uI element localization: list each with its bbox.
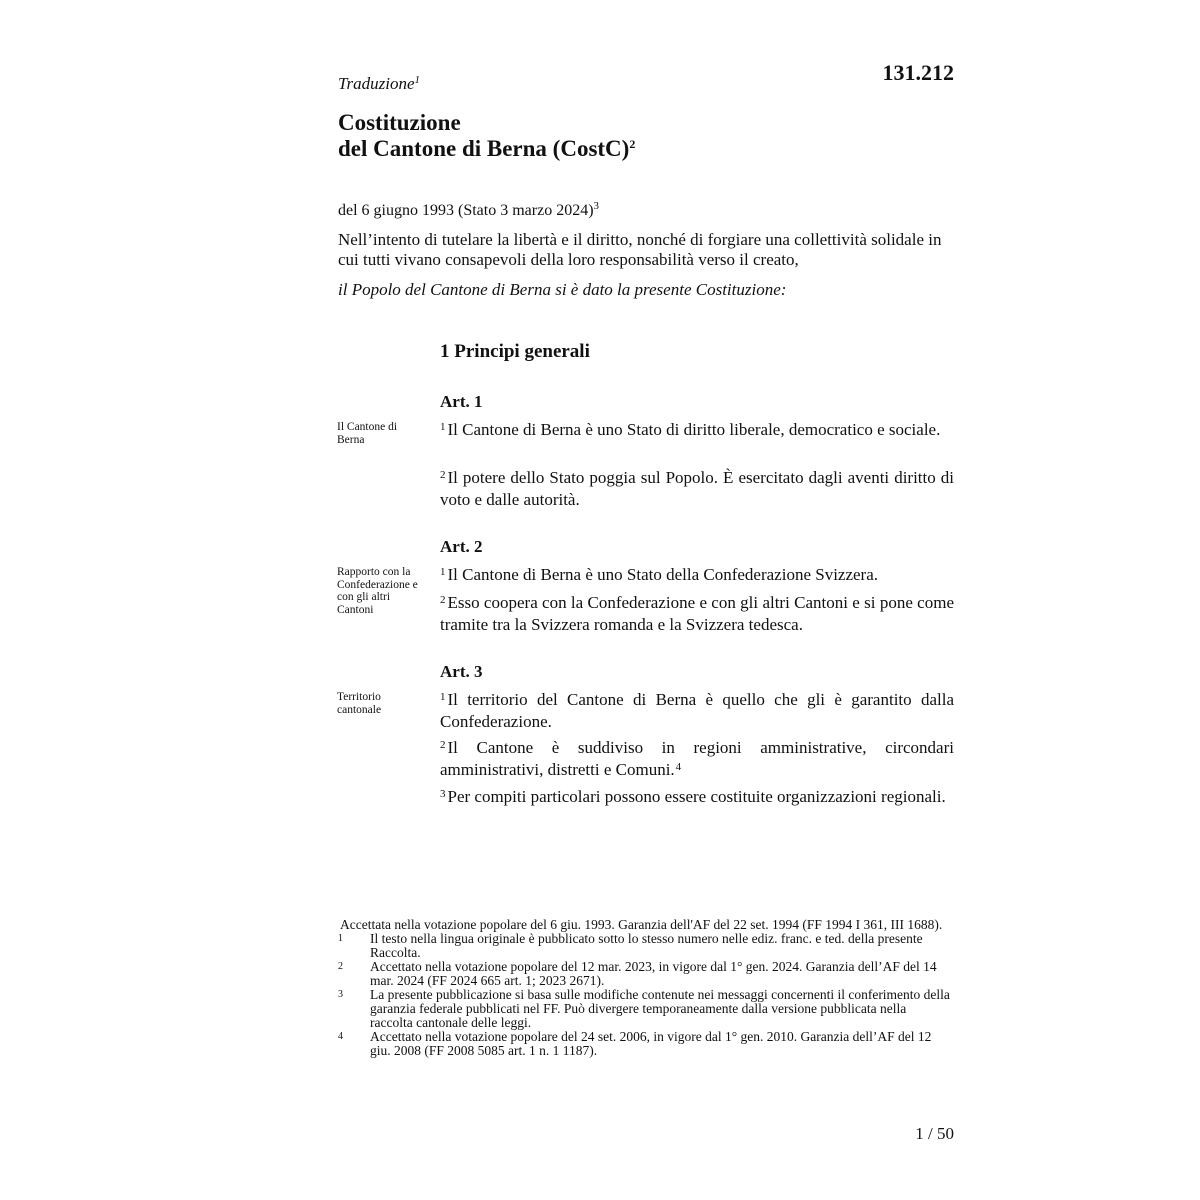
article-2-paragraph-2: $^2$ Esso coopera con la Confederazione e con gli altri Cantoni e si pone come tramite tra la Svizzera romanda e la Svizzera tedesca. [440,593,954,634]
footnote-3 [338,988,958,1030]
article-3-paragraph-3: $^3$ Per compiti particolari possono essere costituite organizzazioni regionali. [440,787,946,806]
sr-number: 131.212 [882,60,954,85]
footnotes [338,918,958,1058]
footnote-acceptance: Accettata nella votazione popolare del 6 giu. 1993. Garanzia dell'AF del 22 set. 1994 (FF 1994 I 361, III 1688). [340,917,943,932]
preamble: Nell’intento di tutelare la libertà e il diritto, nonché di forgiare una collettività solidale in cui tutti vivano consapevoli della loro responsabilità verso il creato, [338,230,942,269]
footnote-ref-3[interactable]: 3 [593,200,600,212]
article-2-paragraph-1: $^1$ Il Cantone di Berna è uno Stato della Confederazione Svizzera. [440,565,879,584]
title-line-1: Costituzione [338,110,461,135]
footnote-2-text: Accettato nella votazione popolare del 12 mar. 2023, in vigore dal 1° gen. 2024. Garanzia dell’AF del 14 mar. 2024 (FF 2024 665 art. 1; 2023 2671). [370,959,937,988]
translation-label: Traduzione$^1$ [338,74,421,93]
document-title [338,110,635,165]
footnote-ref-2[interactable]: 2 [629,137,636,151]
article-2-title: Art. 2 [440,537,483,556]
title-line-2: del Cantone di Berna (CostC)$^2$ [338,136,636,161]
footnote-1-text: Il testo nella lingua originale è pubblicato sotto lo stesso numero nelle ediz. franc. e ted. della presente Raccolta. [370,931,923,960]
footnote-2 [338,960,958,988]
article-3-paragraph-2: $^2$ Il Cantone è suddiviso in regioni amministrative, circondari amministrativi, distretti e Comuni.$^4$ [440,738,954,779]
footnote-3-number: 3 [338,989,343,1000]
footnote-2-number: 2 [338,961,343,972]
footnote-1-number: 1 [338,933,343,944]
footnote-4-number: 4 [338,1031,343,1042]
article-1-paragraph-1: $^1$ Il Cantone di Berna è uno Stato di diritto liberale, democratico e sociale. [440,420,941,439]
footnote-4 [338,1030,958,1058]
footnote-ref-1[interactable]: 1 [414,74,421,86]
footnote-ref-4[interactable]: 4 [675,761,682,773]
footnote-4-text: Accettato nella votazione popolare del 24 set. 2006, in vigore dal 1° gen. 2010. Garanzia dell’AF del 12 giu. 2008 (FF 2008 5085 art. 1 n. 1 1187). [370,1029,932,1058]
article-1-title: Art. 1 [440,392,483,411]
article-3-paragraph-1: $^1$ Il territorio del Cantone di Berna è quello che gli è garantito dalla Confederazione. [440,690,954,731]
page-number: 1 / 50 [915,1124,954,1143]
article-1-paragraph-2: $^2$ Il potere dello Stato poggia sul Popolo. È esercitato dagli aventi diritto di voto e dalle autorità. [440,468,954,509]
footnote-3-text: La presente pubblicazione si basa sulle modifiche contenute nei messaggi concernenti il conferimento della garanzia federale pubblicati nel FF. Può divergere temporaneamente dalla versione pubblicata nella raccolta cantonale delle leggi. [370,987,950,1030]
article-1-margin-note: Il Cantone di Berna [337,421,398,446]
chapter-heading: 1 Principi generali [440,341,590,362]
article-3-margin-note: Territorio cantonale [337,691,382,716]
article-3-title: Art. 3 [440,662,483,681]
article-2-margin-note: Rapporto con la Confederazione e con gli altri Cantoni [337,566,418,616]
enactment-clause: il Popolo del Cantone di Berna si è dato la presente Costituzione: [338,280,787,299]
date-line: del 6 giugno 1993 (Stato 3 marzo 2024)$^3$ [338,200,600,219]
footnote-1 [338,932,958,960]
